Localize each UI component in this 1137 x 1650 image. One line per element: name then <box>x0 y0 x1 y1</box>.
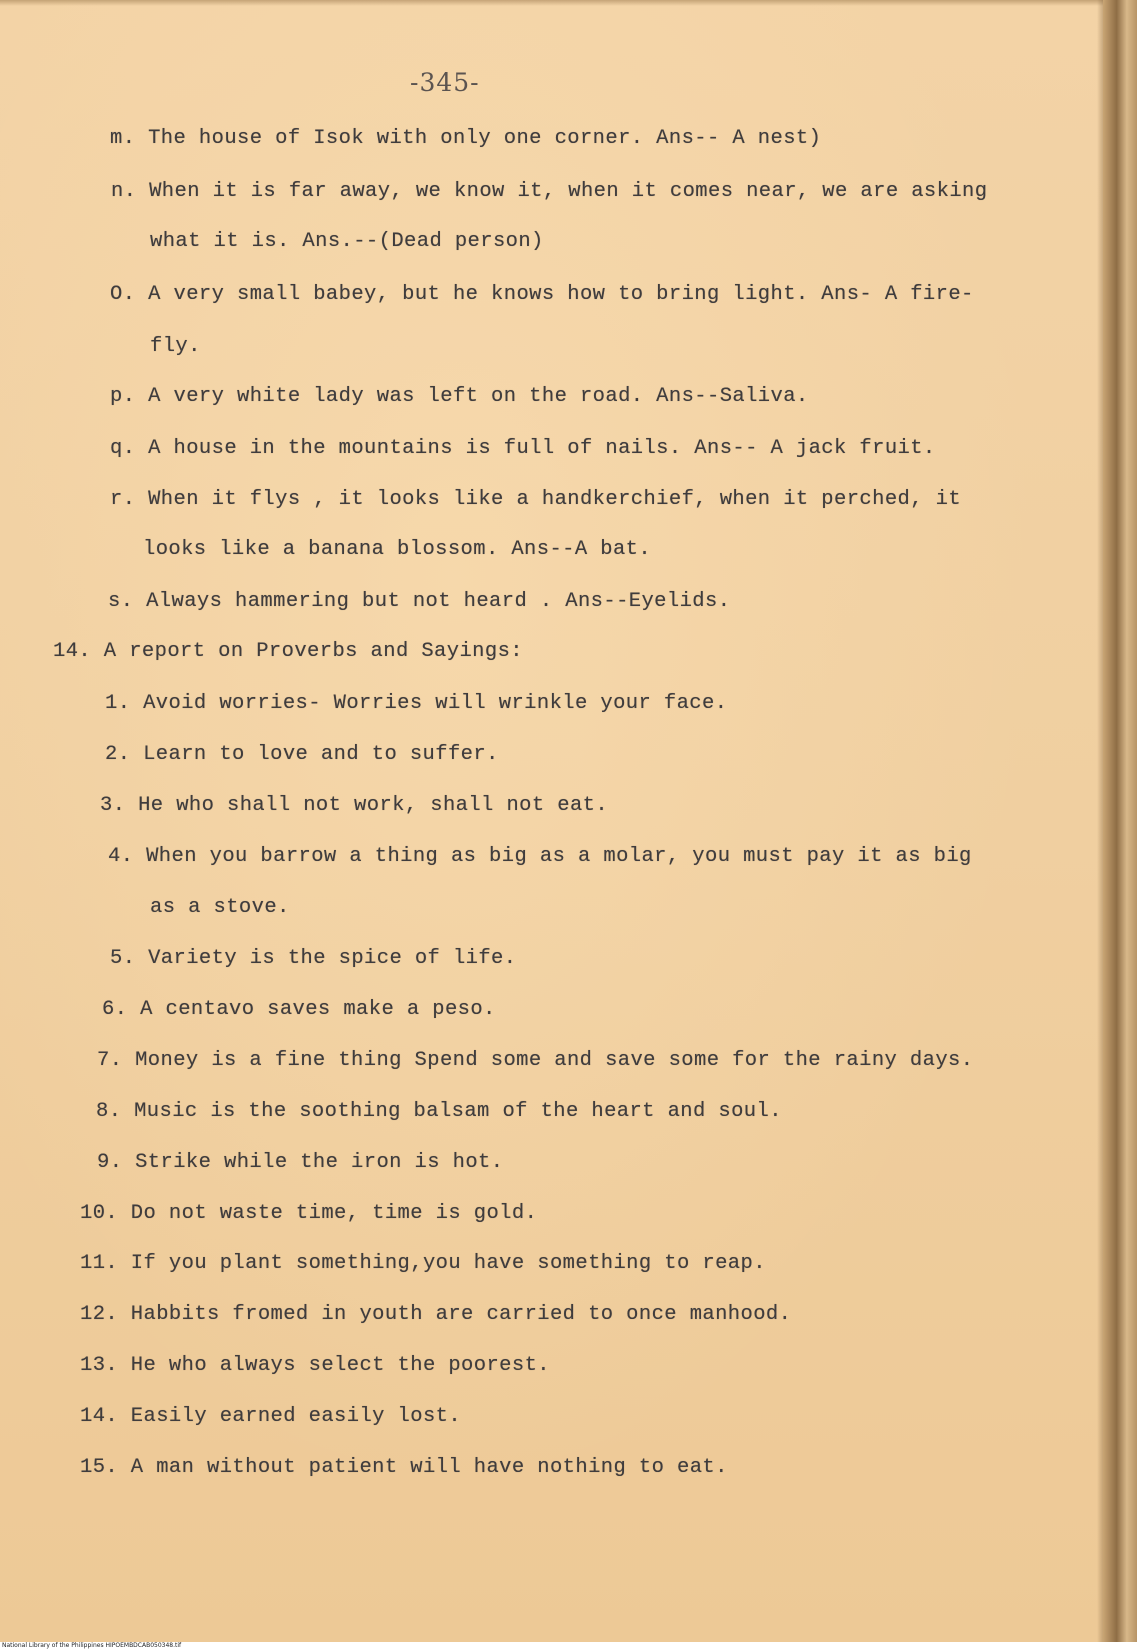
riddle-o-cont: fly. <box>150 335 201 358</box>
proverb-9: 9. Strike while the iron is hot. <box>97 1151 504 1174</box>
proverb-12: 12. Habbits fromed in youth are carried to once manhood. <box>80 1303 792 1326</box>
proverb-4: 4. When you barrow a thing as big as a molar, you must pay it as big <box>108 845 972 868</box>
page-number: -345- <box>410 68 480 97</box>
proverb-8: 8. Music is the soothing balsam of the heart and soul. <box>96 1100 782 1123</box>
proverb-10: 10. Do not waste time, time is gold. <box>80 1202 538 1225</box>
proverb-7: 7. Money is a fine thing Spend some and save some for the rainy days. <box>97 1049 974 1072</box>
proverb-15: 15. A man without patient will have nothing to eat. <box>80 1456 728 1479</box>
archive-footer-text: National Library of the Philippines HIPOEMBDCAB050348.tif <box>2 1642 182 1649</box>
proverb-13: 13. He who always select the poorest. <box>80 1354 550 1377</box>
proverb-11: 11. If you plant something,you have something to reap. <box>80 1252 766 1275</box>
riddle-q: q. A house in the mountains is full of nails. Ans-- A jack fruit. <box>110 437 936 460</box>
riddle-s: s. Always hammering but not heard . Ans--Eyelids. <box>108 590 731 613</box>
proverb-14: 14. Easily earned easily lost. <box>80 1405 462 1428</box>
riddle-o: O. A very small babey, but he knows how to bring light. Ans- A fire- <box>110 283 974 306</box>
riddle-r: r. When it flys , it looks like a handkerchief, when it perched, it <box>110 488 962 511</box>
proverb-1: 1. Avoid worries- Worries will wrinkle your face. <box>105 692 728 715</box>
riddle-p: p. A very white lady was left on the road. Ans--Saliva. <box>110 385 809 408</box>
section-heading-proverbs: 14. A report on Proverbs and Sayings: <box>53 640 523 663</box>
proverb-2: 2. Learn to love and to suffer. <box>105 743 499 766</box>
book-binding <box>1103 0 1137 1650</box>
proverb-4-cont: as a stove. <box>150 896 290 919</box>
riddle-r-cont: looks like a banana blossom. Ans--A bat. <box>143 538 652 561</box>
riddle-n-cont: what it is. Ans.--(Dead person) <box>150 230 544 253</box>
proverb-6: 6. A centavo saves make a peso. <box>102 998 496 1021</box>
proverb-3: 3. He who shall not work, shall not eat. <box>100 794 609 817</box>
page-top-edge <box>0 0 1137 6</box>
riddle-m: m. The house of Isok with only one corner. Ans-- A nest) <box>110 127 822 150</box>
proverb-5: 5. Variety is the spice of life. <box>110 947 517 970</box>
archive-footer-strip <box>0 1642 1137 1650</box>
riddle-n: n. When it is far away, we know it, when it comes near, we are asking <box>111 180 988 203</box>
